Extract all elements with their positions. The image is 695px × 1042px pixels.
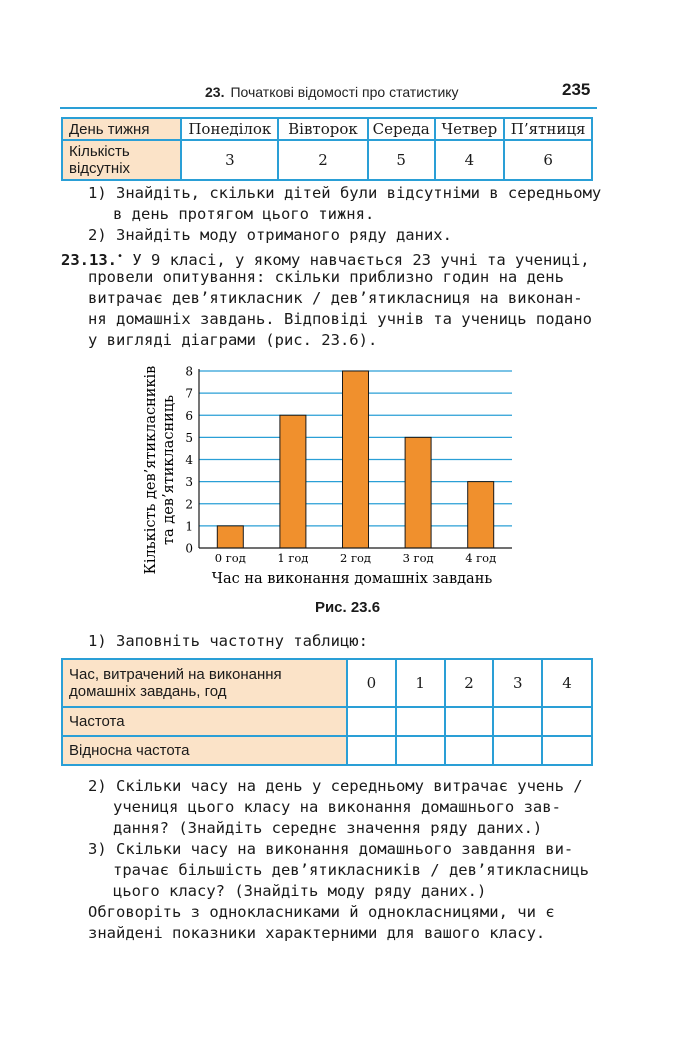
y-tick-label: 7 [185, 386, 193, 401]
day-cell: Вівторок [278, 118, 368, 140]
question-2b-cont: учениця цього класу на виконання домашнього зав- [113, 798, 561, 816]
frequency-table [61, 658, 593, 766]
empty-cell[interactable] [347, 736, 396, 765]
count-cell: 6 [504, 140, 592, 180]
empty-cell[interactable] [445, 736, 494, 765]
question-3b-cont: трачає більшість дев’ятикласників / дев’ятикласниць [113, 861, 589, 879]
row-label-count: Кількість відсутніх [62, 140, 181, 180]
y-tick-label: 6 [185, 408, 193, 423]
y-tick-label: 5 [185, 430, 193, 445]
y-tick-label: 0 [185, 541, 193, 556]
day-cell: П’ятниця [504, 118, 592, 140]
question-2b-cont: дання? (Знайдіть середнє значення ряду даних.) [113, 819, 543, 837]
x-tick-labels [215, 551, 496, 565]
question-1: 1) Знайдіть, скільки дітей були відсутніми в середньому [88, 184, 602, 202]
day-cell: Четвер [435, 118, 505, 140]
x-tick-label: 3 год [402, 551, 434, 565]
task-text-line: провели опитування: скільки приблизно годин на день [88, 268, 564, 286]
empty-cell[interactable] [542, 736, 592, 765]
y-tick-label: 2 [185, 497, 193, 512]
x-tick-label: 0 год [214, 551, 246, 565]
y-tick-label: 1 [185, 519, 193, 534]
table-row [62, 707, 592, 736]
row-label-relative-frequency: Відносна частота [62, 736, 347, 765]
question-2b: 2) Скільки часу на день у середньому витрачає учень / [88, 777, 583, 795]
x-tick-label: 4 год [465, 551, 497, 565]
y-tick-labels [185, 365, 193, 556]
difficulty-marker: • [117, 251, 124, 262]
page-number: 235 [562, 80, 591, 99]
empty-cell[interactable] [445, 707, 494, 736]
task-text-line: У 9 класі, у якому навчається 23 учні та учениці, [132, 251, 590, 270]
task-text-line: у вигляді діаграми (рис. 23.6). [88, 331, 378, 349]
question-3b-cont: цього класу? (Знайдіть моду ряду даних.) [113, 882, 487, 900]
hour-cell: 0 [347, 659, 396, 707]
y-tick-label: 8 [185, 364, 193, 379]
x-tick-label: 1 год [277, 551, 309, 565]
empty-cell[interactable] [542, 707, 592, 736]
bar [468, 482, 494, 548]
bar [217, 526, 243, 548]
table-row [62, 736, 592, 765]
row-label-time-line2: домашніх завдань, год [69, 683, 227, 700]
empty-cell[interactable] [493, 736, 542, 765]
hour-cell: 4 [542, 659, 592, 707]
question-1-cont: в день протягом цього тижня. [113, 205, 375, 223]
count-cell: 2 [278, 140, 368, 180]
y-tick-label: 4 [185, 453, 193, 467]
figure-caption: Рис. 23.6 [314, 599, 381, 616]
empty-cell[interactable] [493, 707, 542, 736]
count-cell: 5 [368, 140, 435, 180]
y-tick-label: 3 [185, 475, 193, 490]
x-axis-label: Час на виконання домашніх завдань [211, 571, 493, 587]
bar [280, 415, 306, 548]
chapter-title: Початкові відомості про статистику [230, 84, 459, 100]
task-text-line: ня домашніх завдань. Відповіді учнів та учениць подано [88, 310, 592, 328]
bar [343, 371, 369, 548]
empty-cell[interactable] [347, 707, 396, 736]
closing-line: знайдені показники характерними для вашого класу. [88, 924, 546, 942]
count-cell: 3 [181, 140, 278, 180]
row-label-time [62, 659, 347, 707]
hour-cell: 2 [445, 659, 494, 707]
bar [405, 437, 431, 548]
empty-cell[interactable] [396, 707, 445, 736]
day-cell: Понеділок [181, 118, 278, 140]
empty-cell[interactable] [396, 736, 445, 765]
task-number: 23.13. [61, 251, 117, 270]
fill-instruction: 1) Заповніть частотну таблицю: [88, 632, 368, 650]
x-tick-label: 2 год [339, 551, 372, 565]
closing-line: Обговоріть з однокласниками й однокласницями, чи є [88, 903, 555, 921]
table-row [62, 659, 592, 707]
hour-cell: 1 [396, 659, 445, 707]
question-2: 2) Знайдіть моду отриманого ряду даних. [88, 226, 452, 244]
y-axis-label-line2: та дев’ятикласниць [161, 395, 177, 545]
row-label-day: День тижня [62, 118, 181, 140]
y-axis-label-line1: Кількість дев’ятикласників [143, 365, 159, 575]
count-cell: 4 [435, 140, 505, 180]
question-3b: 3) Скільки часу на виконання домашнього завдання ви- [88, 840, 574, 858]
row-label-time-line1: Час, витрачений на виконання [69, 666, 282, 683]
hour-cell: 3 [493, 659, 542, 707]
row-label-frequency: Частота [62, 707, 347, 736]
task-text-line: витрачає дев’ятикласник / дев’ятикласниця на виконан- [88, 289, 583, 307]
day-cell: Середа [368, 118, 435, 140]
chapter-number: 23. [205, 84, 225, 100]
